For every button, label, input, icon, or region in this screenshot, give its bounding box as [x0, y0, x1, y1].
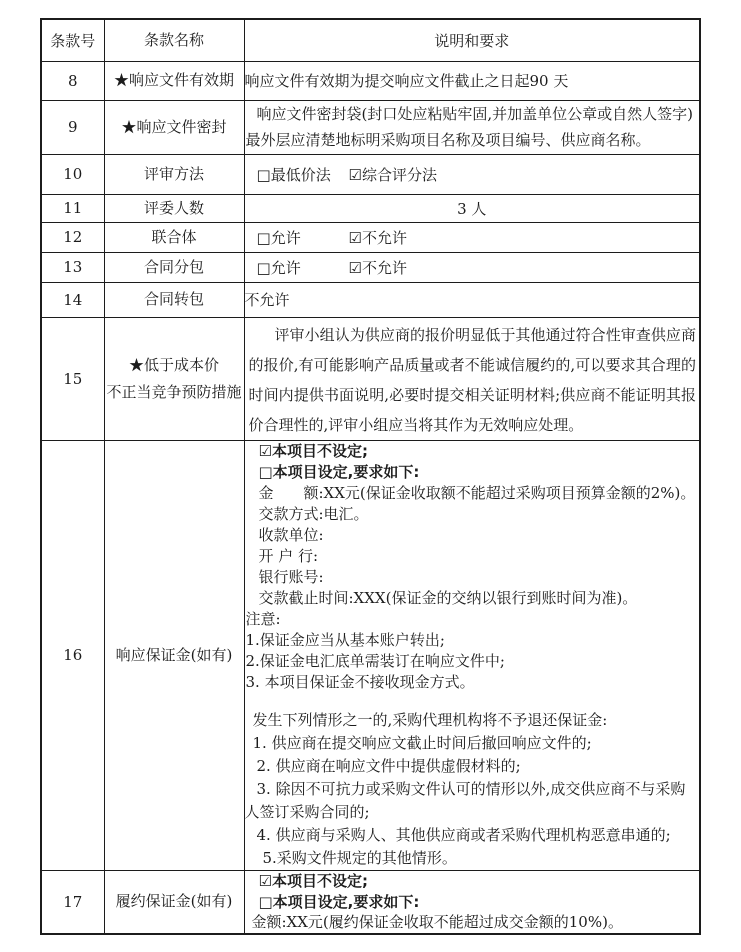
clause-no: 10	[41, 154, 104, 194]
desc-line: 3. 除因不可抗力或采购文件认可的情形以外,成交供应商不与采购人签订采购合同的;	[244, 779, 686, 821]
clause-no: 12	[41, 222, 104, 252]
header-clause-name: 条款名称	[104, 19, 244, 61]
desc-line: 注意:	[245, 609, 281, 628]
desc-line: 3. 本项目保证金不接收现金方式。	[245, 672, 475, 691]
clause-desc	[244, 317, 700, 440]
option-not-allowed	[349, 227, 407, 248]
clause-name: 合同转包	[104, 282, 244, 317]
table-row-16	[41, 440, 700, 870]
clause-name: 联合体	[104, 222, 244, 252]
clause-name: 合同分包	[104, 252, 244, 282]
desc-line: 2. 供应商在响应文件中提供虚假材料的;	[256, 756, 521, 775]
clause-name: ★响应文件有效期	[104, 61, 244, 100]
checkbox-unchecked-icon: □	[256, 165, 271, 184]
checkbox-checked-icon: ☑	[348, 165, 362, 184]
clause-desc: 响应文件有效期为提交响应文件截止之日起90 天	[244, 61, 700, 100]
desc-line: 2.保证金电汇底单需装订在响应文件中;	[245, 651, 505, 670]
desc-line: 最外层应清楚地标明采购项目名称及项目编号、供应商名称。	[245, 131, 651, 149]
desc-line: ☑本项目不设定;	[258, 441, 368, 460]
table-row-14	[41, 282, 700, 317]
clause-desc: 不允许	[244, 282, 700, 317]
desc-line: 金 额:XX元(保证金收取额不能超过采购项目预算金额的2%)。	[258, 483, 696, 502]
checkbox-checked-icon: ☑	[348, 228, 362, 247]
table-row-17	[41, 870, 700, 934]
desc-line: 开 户 行:	[258, 546, 319, 565]
option-comprehensive-scoring	[349, 164, 437, 185]
clause-no: 15	[41, 317, 104, 440]
option-label: 允许	[270, 228, 301, 247]
desc-line: 1.保证金应当从基本账户转出;	[245, 630, 445, 649]
option-label: 不允许	[361, 258, 407, 277]
desc-line: 收款单位:	[258, 525, 324, 544]
clause-name-line: ★低于成本价	[128, 355, 219, 374]
option-label: 综合评分法	[361, 165, 437, 184]
clause-name: 评委人数	[104, 194, 244, 222]
option-label: 允许	[270, 258, 301, 277]
table-row-9	[41, 100, 700, 154]
clause-no: 17	[41, 870, 104, 934]
option-allowed	[257, 257, 349, 278]
desc-line: 交款截止时间:XXX(保证金的交纳以银行到账时间为准)。	[258, 588, 638, 607]
header-description: 说明和要求	[244, 19, 700, 61]
clause-no: 9	[41, 100, 104, 154]
table-row-13	[41, 252, 700, 282]
header-clause-no: 条款号	[41, 19, 104, 61]
option-lowest-price	[257, 164, 349, 185]
terms-table	[40, 18, 701, 935]
clause-desc	[244, 100, 700, 154]
desc-line: ☑本项目不设定;	[258, 872, 368, 890]
option-label: 不允许	[361, 228, 407, 247]
clause-desc	[244, 222, 700, 252]
desc-paragraph: 评审小组认为供应商的报价明显低于其他通过符合性审查供应商的报价,有可能影响产品质量或者不能诚信履约的,可以要求其合理的时间内提供书面说明,必要时提交相关证明材料;供应商不能证明其报价合理性的,评审小组应当将其作为无效响应处理。	[248, 325, 696, 434]
checkbox-checked-icon: ☑	[348, 258, 362, 277]
desc-line: □本项目设定,要求如下:	[258, 892, 420, 911]
table-row-15	[41, 317, 700, 440]
desc-line: 金额:XX元(履约保证金收取不能超过成交金额的10%)。	[251, 913, 623, 931]
desc-line: □本项目设定,要求如下:	[258, 462, 420, 481]
clause-name: 评审方法	[104, 154, 244, 194]
clause-name-line: 不正当竞争预防措施	[106, 382, 242, 401]
clause-name	[104, 317, 244, 440]
clause-desc	[244, 154, 700, 194]
clause-no: 11	[41, 194, 104, 222]
desc-line: 5.采购文件规定的其他情形。	[262, 848, 457, 867]
option-label: 最低价法	[270, 165, 331, 184]
clause-desc	[244, 252, 700, 282]
table-row-12	[41, 222, 700, 252]
clause-desc	[244, 440, 700, 870]
option-not-allowed	[349, 257, 407, 278]
table-row-11	[41, 194, 700, 222]
clause-name: ★响应文件密封	[104, 100, 244, 154]
table-row-8	[41, 61, 700, 100]
desc-line: 1. 供应商在提交响应文截止时间后撤回响应文件的;	[252, 733, 592, 752]
clause-name: 响应保证金(如有)	[104, 440, 244, 870]
checkbox-unchecked-icon: □	[256, 228, 271, 247]
clause-name: 履约保证金(如有)	[104, 870, 244, 934]
clause-no: 8	[41, 61, 104, 100]
clause-no: 16	[41, 440, 104, 870]
desc-line: 响应文件密封袋(封口处应粘贴牢固,并加盖单位公章或自然人签字)	[256, 105, 693, 123]
clause-no: 14	[41, 282, 104, 317]
option-allowed	[257, 227, 349, 248]
desc-line: 银行账号:	[258, 567, 324, 586]
desc-line: 4. 供应商与采购人、其他供应商或者采购代理机构恶意串通的;	[256, 825, 671, 844]
checkbox-unchecked-icon: □	[256, 258, 271, 277]
clause-no: 13	[41, 252, 104, 282]
table-row-10	[41, 154, 700, 194]
clause-desc: 3 人	[244, 194, 700, 222]
desc-line: 发生下列情形之一的,采购代理机构将不予退还保证金:	[252, 710, 608, 729]
header-row	[41, 19, 700, 61]
desc-line: 交款方式:电汇。	[258, 504, 369, 523]
clause-desc	[244, 870, 700, 934]
